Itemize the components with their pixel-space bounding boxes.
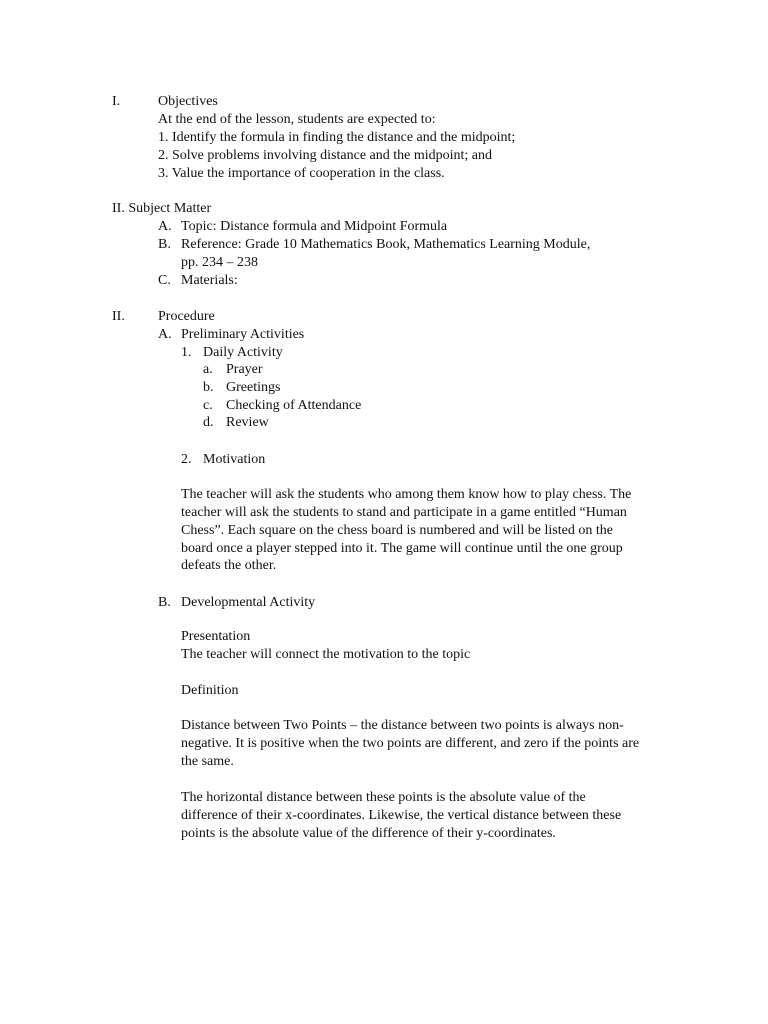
objectives-intro: At the end of the lesson, students are expected to: <box>158 112 436 127</box>
horizontal-distance-line: The horizontal distance between these points is the absolute value of the <box>181 790 586 805</box>
subject-item-label: B. <box>158 237 171 252</box>
preliminary-label: A. <box>158 327 172 342</box>
section-numeral-objectives: I. <box>112 94 121 109</box>
motivation-label: 2. <box>181 452 192 467</box>
objective-item: 1. Identify the formula in finding the distance and the midpoint; <box>158 130 516 145</box>
section-heading-subject-matter: II. Subject Matter <box>112 201 212 216</box>
presentation-text: The teacher will connect the motivation to the topic <box>181 647 471 662</box>
motivation-text-line: Chess”. Each square on the chess board is numbered and will be listed on the <box>181 523 613 538</box>
section-numeral-procedure: II. <box>112 309 125 324</box>
daily-item-label: d. <box>203 415 214 430</box>
subject-item-text: pp. 234 – 238 <box>181 255 258 270</box>
objective-item: 2. Solve problems involving distance and the midpoint; and <box>158 148 493 163</box>
definition-text-line: Distance between Two Points – the distance between two points is always non- <box>181 718 624 733</box>
daily-item-label: c. <box>203 398 213 413</box>
section-heading-objectives: Objectives <box>158 94 218 109</box>
subject-item-text: Materials: <box>181 273 238 288</box>
subject-item-text: Reference: Grade 10 Mathematics Book, Mathematics Learning Module, <box>181 237 591 252</box>
motivation-text-line: board once a player stepped into it. The game will continue until the one group <box>181 541 623 556</box>
motivation-text-line: teacher will ask the students to stand and participate in a game entitled “Human <box>181 505 627 520</box>
section-heading-procedure: Procedure <box>158 309 215 324</box>
daily-activity-label: 1. <box>181 345 192 360</box>
presentation-heading: Presentation <box>181 629 251 644</box>
daily-item-label: a. <box>203 362 213 377</box>
definition-text-line: negative. It is positive when the two points are different, and zero if the points are <box>181 736 640 751</box>
daily-activity-title: Daily Activity <box>203 345 283 360</box>
daily-item-text: Checking of Attendance <box>226 398 362 413</box>
preliminary-title: Preliminary Activities <box>181 327 305 342</box>
motivation-text-line: defeats the other. <box>181 558 277 573</box>
daily-item-text: Prayer <box>226 362 263 377</box>
definition-text-line: the same. <box>181 754 234 769</box>
daily-item-text: Greetings <box>226 380 281 395</box>
subject-item-label: A. <box>158 219 172 234</box>
subject-item-label: C. <box>158 273 171 288</box>
daily-item-label: b. <box>203 380 214 395</box>
horizontal-distance-line: difference of their x-coordinates. Likewise, the vertical distance between these <box>181 808 622 823</box>
objective-item: 3. Value the importance of cooperation in the class. <box>158 166 445 181</box>
developmental-label: B. <box>158 595 171 610</box>
horizontal-distance-line: points is the absolute value of the difference of their y-coordinates. <box>181 826 556 841</box>
motivation-title: Motivation <box>203 452 266 467</box>
subject-item-text: Topic: Distance formula and Midpoint Formula <box>181 219 448 234</box>
definition-heading: Definition <box>181 683 239 698</box>
developmental-title: Developmental Activity <box>181 595 316 610</box>
motivation-text-line: The teacher will ask the students who among them know how to play chess. The <box>181 487 632 502</box>
daily-item-text: Review <box>226 415 269 430</box>
